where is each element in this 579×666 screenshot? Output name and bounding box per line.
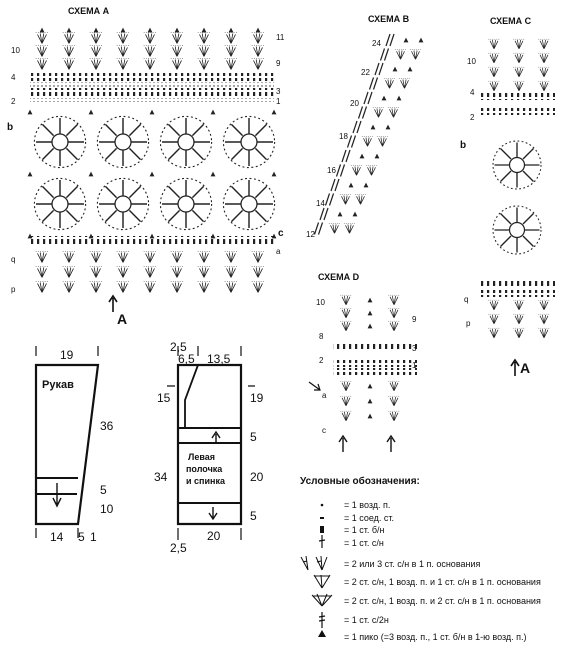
motif-glyph [97, 116, 148, 167]
tri-glyph [211, 172, 216, 177]
fan-glyph [36, 252, 49, 263]
stitch-line [346, 150, 350, 162]
fan-glyph [377, 137, 388, 147]
fan-glyph [388, 321, 399, 331]
fan-glyph [63, 59, 76, 70]
band-row [480, 290, 555, 297]
fan-glyph [198, 33, 211, 44]
tri-glyph [28, 172, 33, 177]
scheme-d [309, 272, 417, 452]
tri-glyph [229, 28, 234, 33]
sleeve-dim-cuff: 5 [100, 483, 107, 497]
tri-glyph [40, 28, 45, 33]
tri-glyph [349, 183, 354, 188]
fan-glyph [225, 59, 238, 70]
b-row-24: 24 [372, 39, 381, 48]
sleeve-dim-cuff2: 10 [100, 502, 114, 516]
tri-glyph [368, 399, 373, 404]
stitch-line [331, 179, 335, 191]
tri-glyph [382, 96, 387, 101]
legend-item-6: = 2 ст. с/н, 1 возд. п. и 1 ст. с/н в 1 п. основания [344, 577, 541, 587]
fan-glyph [538, 81, 549, 91]
stitch-line [374, 78, 378, 90]
legend-item-9: = 1 пико (=3 возд. п., 1 ст. б/н в 1-ю возд. п.) [344, 632, 527, 642]
stitch-line [341, 165, 345, 177]
fan-glyph [329, 224, 340, 234]
band-row [333, 368, 417, 375]
motif-glyph [34, 116, 85, 167]
a-row-a: a [276, 247, 281, 256]
a-row-1: 1 [276, 97, 281, 106]
fan-glyph [225, 46, 238, 57]
fan-glyph [252, 252, 265, 263]
legend-item-8: = 1 ст. с/2н [344, 615, 389, 625]
fan-glyph [351, 166, 362, 176]
fan-glyph [373, 108, 384, 118]
fan-glyph [538, 328, 549, 338]
a-start-arrow [109, 296, 117, 312]
fan-glyph [488, 67, 499, 77]
stitch-line [324, 208, 328, 220]
fan-glyph [252, 33, 265, 44]
fan-glyph [225, 282, 238, 293]
stitch-line [375, 63, 379, 75]
legend-item-4: = 1 ст. с/н [344, 538, 384, 548]
band-row [480, 93, 555, 100]
shell-stitch-icon [312, 594, 332, 606]
motif-glyph [97, 178, 148, 229]
fan-glyph [513, 328, 524, 338]
motif-glyph [223, 116, 274, 167]
fan-glyph [144, 33, 157, 44]
d-row-9: 9 [412, 315, 417, 324]
motif-glyph [34, 178, 85, 229]
fan-glyph [538, 300, 549, 310]
fan-glyph [63, 252, 76, 263]
sleeve-dim-height: 36 [100, 419, 114, 433]
legend [300, 475, 541, 642]
d-row-c: c [322, 426, 326, 435]
fan-glyph [344, 224, 355, 234]
b-row-14: 14 [316, 199, 325, 208]
tri-glyph [368, 311, 373, 316]
band-row [333, 344, 417, 351]
sleeve-title: Рукав [42, 379, 74, 391]
tri-glyph [419, 38, 424, 43]
fan-glyph [198, 282, 211, 293]
fan-glyph [63, 282, 76, 293]
tri-glyph [256, 28, 261, 33]
stitch-line [386, 34, 390, 46]
front-dim-left-upper: 15 [157, 391, 171, 405]
scheme-d-title: СХЕМА D [318, 272, 360, 282]
fan-glyph [362, 137, 373, 147]
a-row-10: 10 [11, 46, 20, 55]
c-start-marker: A [520, 360, 531, 376]
a-row-4: 4 [11, 73, 16, 82]
stitch-line [385, 49, 389, 61]
a-row-3: 3 [276, 87, 281, 96]
front-dim-right-upper: 19 [250, 391, 264, 405]
fan-glyph [171, 252, 184, 263]
scheme-c-title: СХЕМА C [490, 16, 532, 26]
double-treble-icon [319, 612, 325, 628]
fan-glyph [384, 79, 395, 89]
tri-glyph [150, 110, 155, 115]
c-row-b: b [460, 140, 467, 151]
stitch-line [359, 107, 363, 119]
fan-glyph [198, 59, 211, 70]
tri-glyph [408, 67, 413, 72]
band-row [480, 279, 555, 286]
fan-glyph [144, 46, 157, 57]
fan-glyph [388, 108, 399, 118]
dc-group-icon [301, 556, 327, 570]
fan-glyph [117, 59, 130, 70]
fan-glyph [388, 295, 399, 305]
a-row-q: q [11, 255, 16, 264]
tri-glyph [393, 67, 398, 72]
fan-glyph [538, 39, 549, 49]
motif-glyph [493, 141, 541, 189]
fan-glyph [90, 252, 103, 263]
stitch-line [342, 150, 346, 162]
fan-glyph [144, 59, 157, 70]
front-dim-top-right: 13,5 [207, 352, 231, 366]
fan-glyph [198, 267, 211, 278]
fan-glyph [538, 314, 549, 324]
tri-glyph [360, 154, 365, 159]
sleeve-dim-bottom: 14 [50, 530, 64, 544]
d-row-2: 2 [319, 356, 324, 365]
c-row-q: q [464, 295, 469, 304]
fan-glyph [355, 195, 366, 205]
tri-glyph [364, 183, 369, 188]
fan-glyph [63, 33, 76, 44]
tri-glyph [386, 125, 391, 130]
tri-glyph [272, 172, 277, 177]
fan-glyph [117, 282, 130, 293]
fan-glyph [488, 53, 499, 63]
front-dim-left-lower: 34 [154, 470, 168, 484]
tri-glyph [368, 324, 373, 329]
sleeve-pattern [36, 346, 114, 544]
fan-glyph [144, 282, 157, 293]
fan-glyph [63, 46, 76, 57]
scheme-b-title: СХЕМА B [368, 14, 410, 24]
tri-glyph [150, 172, 155, 177]
picot-icon [318, 630, 326, 637]
motif-glyph [493, 206, 541, 254]
b-row-12: 12 [306, 230, 315, 239]
fan-glyph [340, 308, 351, 318]
front-dim-band2: 5 [250, 509, 257, 523]
front-dim-bottom-left: 2,5 [170, 541, 187, 555]
b-row-16: 16 [327, 166, 336, 175]
fan-glyph [399, 79, 410, 89]
d-row-10: 10 [316, 298, 325, 307]
stitch-line [379, 63, 383, 75]
fan-glyph [225, 267, 238, 278]
tri-glyph [272, 110, 277, 115]
front-title-2: полочка [186, 464, 223, 474]
front-dim-top-left: 2,5 [170, 340, 187, 354]
legend-item-5: = 2 или 3 ст. с/н в 1 п. основания [344, 559, 481, 569]
tri-glyph [368, 384, 373, 389]
fan-glyph [388, 396, 399, 406]
stitch-line [390, 34, 394, 46]
fan-glyph [171, 282, 184, 293]
tri-glyph [368, 298, 373, 303]
fan-glyph [388, 308, 399, 318]
stitch-line [353, 121, 357, 133]
d-row-a: a [322, 391, 327, 400]
single-crochet-icon [320, 526, 324, 533]
double-crochet-icon [319, 535, 325, 548]
fan-glyph [90, 282, 103, 293]
fan-glyph [36, 33, 49, 44]
fan-glyph [340, 295, 351, 305]
scheme-c [460, 16, 555, 376]
motif-glyph [160, 116, 211, 167]
tri-glyph [338, 212, 343, 217]
tri-glyph [89, 110, 94, 115]
tri-glyph [89, 172, 94, 177]
fan-glyph [388, 381, 399, 391]
fan-glyph [513, 67, 524, 77]
front-dim-band1: 5 [250, 430, 257, 444]
a-row-2: 2 [11, 97, 16, 106]
c-row-2: 2 [470, 113, 475, 122]
d-start-arrow-2 [387, 436, 395, 452]
a-row-9: 9 [276, 59, 281, 68]
stitch-line [357, 121, 361, 133]
stitch-line [330, 194, 334, 206]
motif-glyph [160, 178, 211, 229]
stitch-line [348, 136, 352, 148]
stitch-line [337, 165, 341, 177]
front-title-3: и спинка [186, 476, 225, 486]
tri-glyph [353, 212, 358, 217]
front-back-pattern [154, 340, 264, 555]
tri-glyph [148, 28, 153, 33]
a-row-b: b [7, 122, 14, 133]
fan-glyph [513, 300, 524, 310]
tri-glyph [202, 28, 207, 33]
fan-glyph [366, 166, 377, 176]
fan-glyph [252, 46, 265, 57]
band-row [333, 360, 417, 367]
fan-glyph [63, 267, 76, 278]
scheme-b [306, 14, 423, 239]
tri-glyph [28, 110, 33, 115]
stitch-line [315, 223, 319, 235]
band-row [480, 108, 555, 115]
fan-glyph [340, 195, 351, 205]
stitch-line [368, 92, 372, 104]
tri-glyph [67, 28, 72, 33]
stitch-line [363, 107, 367, 119]
c-row-4: 4 [470, 88, 475, 97]
legend-item-7: = 2 ст. с/н, 1 возд. п. и 2 ст. с/н в 1 п. основания [344, 596, 541, 606]
tri-glyph [397, 96, 402, 101]
a-row-11: 11 [276, 33, 285, 42]
d-start-arrow-1 [339, 436, 347, 452]
d-row-8: 8 [319, 332, 324, 341]
fan-glyph [488, 300, 499, 310]
d-row-1: 1 [412, 361, 417, 370]
fan-glyph [340, 396, 351, 406]
tri-glyph [211, 110, 216, 115]
tri-glyph [375, 154, 380, 159]
legend-item-2: = 1 соед. ст. [344, 513, 395, 523]
scheme-a [7, 6, 285, 327]
fan-glyph [538, 67, 549, 77]
fan-glyph [395, 50, 406, 60]
sleeve-dim-top: 19 [60, 348, 74, 362]
fan-glyph [340, 411, 351, 421]
fan-glyph [36, 267, 49, 278]
legend-item-3: = 1 ст. б/н [344, 525, 385, 535]
fan-glyph [252, 282, 265, 293]
fan-glyph [171, 33, 184, 44]
stitch-line [326, 194, 330, 206]
fan-glyph [90, 267, 103, 278]
fan-glyph [117, 267, 130, 278]
fan-glyph [340, 381, 351, 391]
legend-title: Условные обозначения: [300, 476, 420, 487]
tri-glyph [175, 28, 180, 33]
fan-glyph [171, 46, 184, 57]
c-row-10: 10 [467, 57, 476, 66]
sleeve-dim-bottom-right: 5 [78, 530, 85, 544]
d-row-3: 3 [412, 344, 417, 353]
front-dim-right-lower: 20 [250, 470, 264, 484]
fan-glyph [36, 59, 49, 70]
stitch-line [335, 179, 339, 191]
fan-glyph [90, 46, 103, 57]
fan-glyph [90, 33, 103, 44]
fan-glyph [171, 267, 184, 278]
a-row-p: p [11, 285, 16, 294]
fan-glyph [144, 252, 157, 263]
stitch-line [352, 136, 356, 148]
legend-item-1: = 1 возд. п. [344, 500, 391, 510]
front-dim-bottom: 20 [207, 529, 221, 543]
fan-glyph [225, 33, 238, 44]
fan-glyph [538, 53, 549, 63]
stitch-line [364, 92, 368, 104]
fan-glyph [252, 59, 265, 70]
fan-glyph [488, 314, 499, 324]
stitch-line [381, 49, 385, 61]
fan-glyph [488, 39, 499, 49]
d-side-arrow [309, 382, 320, 390]
c-start-arrow [511, 360, 519, 376]
fan-glyph [488, 81, 499, 91]
fan-glyph [513, 314, 524, 324]
fan-glyph [117, 33, 130, 44]
fan-glyph [36, 46, 49, 57]
v-stitch-icon [314, 575, 330, 588]
b-row-20: 20 [350, 99, 359, 108]
fan-glyph [144, 267, 157, 278]
tri-glyph [121, 28, 126, 33]
fan-glyph [198, 252, 211, 263]
fan-glyph [117, 46, 130, 57]
fan-glyph [388, 411, 399, 421]
fan-glyph [513, 81, 524, 91]
tri-glyph [404, 38, 409, 43]
fan-glyph [340, 321, 351, 331]
fan-glyph [225, 252, 238, 263]
c-row-p: p [466, 319, 471, 328]
fan-glyph [171, 59, 184, 70]
fan-glyph [410, 50, 421, 60]
b-row-22: 22 [361, 68, 370, 77]
chain-stitch-icon [321, 504, 324, 507]
fan-glyph [513, 53, 524, 63]
tri-glyph [94, 28, 99, 33]
sleeve-dim-bottom-right2: 1 [90, 530, 97, 544]
fan-glyph [90, 59, 103, 70]
stitch-line [370, 78, 374, 90]
stitch-line [319, 223, 323, 235]
fan-glyph [513, 39, 524, 49]
fan-glyph [198, 46, 211, 57]
fan-glyph [488, 328, 499, 338]
stitch-line [320, 208, 324, 220]
tri-glyph [371, 125, 376, 130]
fan-glyph [252, 267, 265, 278]
a-start-marker: A [117, 311, 128, 327]
motif-glyph [223, 178, 274, 229]
front-dim-top-mid: 6,5 [178, 352, 195, 366]
front-title-1: Левая [188, 452, 215, 462]
a-row-c: c [278, 228, 284, 239]
fan-glyph [36, 282, 49, 293]
fan-glyph [117, 252, 130, 263]
b-row-18: 18 [339, 132, 348, 141]
tri-glyph [368, 414, 373, 419]
scheme-a-title: СХЕМА A [68, 6, 110, 16]
